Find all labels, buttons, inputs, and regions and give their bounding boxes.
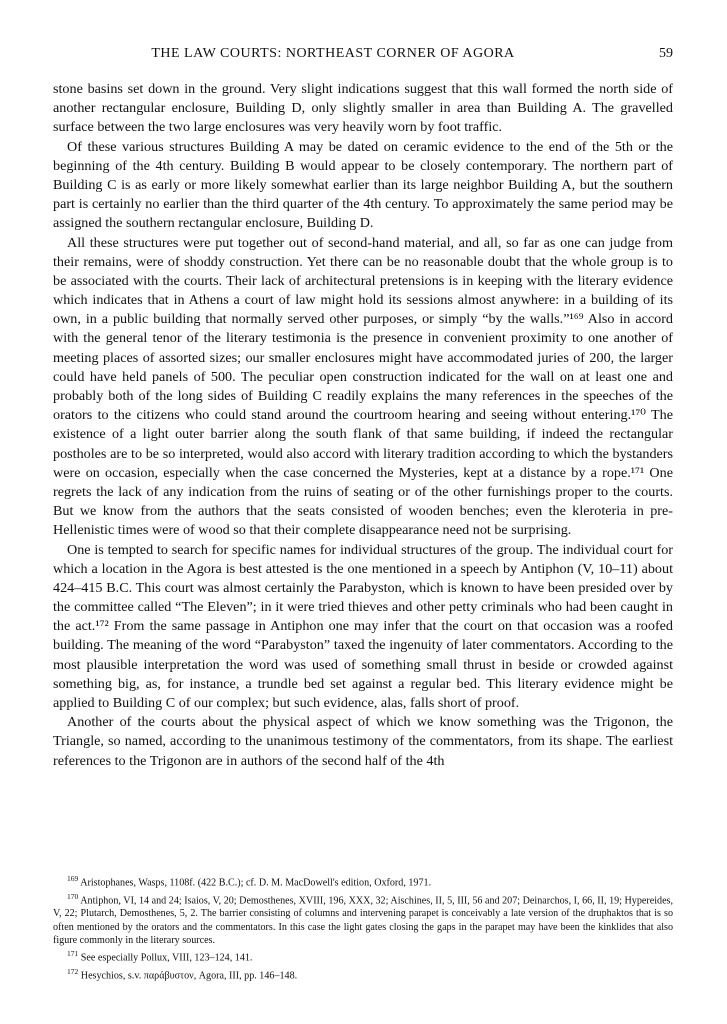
paragraph: stone basins set down in the ground. Very slight indications suggest that this wall formed the north side of another rectangular enclosure, Building D, only slightly smaller in area than Building A. The gravelled surface between the two large enclosures was very heavily worn by foot traffic. xyxy=(53,81,673,136)
footnote-number: 171 xyxy=(67,949,79,959)
footnote xyxy=(53,965,673,983)
footnote-text: Hesychios, s.v. παράβυστον, Agora, III, pp. 146–148. xyxy=(80,970,298,982)
footnote-number: 170 xyxy=(67,891,79,901)
footnote-number: 169 xyxy=(67,874,79,883)
paragraph: Another of the courts about the physical aspect of which we know something was the Trigonon, the Triangle, so named, according to the unanimous testimony of the commentators, from its shape. The earliest references to the Trigonon are in authors of the second half of the 4th xyxy=(53,714,673,769)
paragraph: One is tempted to search for specific names for individual structures of the group. The individual court for which a location in the Agora is best attested is the one mentioned in a speech by Antiphon (V, 10–11) about 424–415 B.C. This court was almost certainly the Parabyston, which is known to have been presided over by the committee called “The Eleven”; in it were tried thieves and other petty criminals who had been caught in the act.¹⁷² From the same passage in Antiphon one may infer that the court on that occasion was a roofed building. The meaning of the word “Parabyston” taxed the ingenuity of later commentators. According to the most plausible interpretation the word was used of something small thrust in beside or crowded against something big, as, for instance, a trundle bed set against a regular bed. This literary evidence might be applied to Building C of our complex; but such evidence, alas, falls short of proof. xyxy=(53,541,673,711)
footnote-number: 172 xyxy=(67,966,79,976)
body-text xyxy=(53,80,673,771)
footnote xyxy=(53,872,673,890)
footnote xyxy=(53,890,673,948)
running-head: THE LAW COURTS: NORTHEAST CORNER OF AGORA xyxy=(151,46,515,61)
footnotes xyxy=(53,872,673,983)
paragraph: All these structures were put together out of second-hand material, and all, so far as one can judge from their remains, were of shoddy construction. Yet there can be no reasonable doubt that the whole group is to be associated with the courts. Their lack of architectural pretensions is in keeping with the literary evidence which indicates that in Athens a court of law might hold its sessions almost anywhere: in a building of its own, in a public building that normally served other purposes, or simply “by the walls.”¹⁶⁹ Also in accord with the general tenor of the literary testimonia is the presence in convenient proximity to one another of meeting places of assorted sizes; our smaller enclosures might have accommodated juries of 200, the larger could have held panels of 500. The peculiar open construction indicated for the wall on at least one and probably both of the long sides of Building C readily explains the many references in the speeches of the orators to the citizens who could stand around the courtroom hearing and seeing without entering.¹⁷⁰ The existence of a light outer barrier along the south flank of that same building, if indeed the rectangular postholes are to be so interpreted, would also accord with literary tradition according to which the bystanders were on occasion, especially when the case concerned the Mysteries, kept at a distance by a rope.¹⁷¹ One regrets the lack of any indication from the ruins of seating or of the other furnishings proper to the courts. But we know from the authors that the seats consisted of wooden benches; even the kleroteria in pre-Hellenistic times were of wood so that their complete disappearance need not be surprising. xyxy=(53,234,673,539)
footnote xyxy=(53,947,673,965)
page-header xyxy=(53,46,673,68)
footnote-text: See especially Pollux, VIII, 123–124, 141. xyxy=(80,952,253,964)
footnote-text: Aristophanes, Wasps, 1108f. (422 B.C.); cf. D. M. MacDowell's edition, Oxford, 1971. xyxy=(80,877,432,889)
paragraph: Of these various structures Building A may be dated on ceramic evidence to the end of the 5th or the beginning of the 4th century. Building B would appear to be closely contemporary. The northern part of Building C is as early or more likely somewhat earlier than its large neighbor Building A, but the southern part is certainly no earlier than the third quarter of the 4th century. To approximately the same period may be assigned the southern rectangular enclosure, Building D. xyxy=(53,138,673,232)
footnote-text: Antiphon, VI, 14 and 24; Isaios, V, 20; Demosthenes, XVIII, 196, XXX, 32; Aischines, II, 5, III, 56 and 207; Deinarchos, I, 66, II, 19; Hypereides, V, 22; Plutarch, Demosthenes, 5, 2. The barrier consisting of columns and intervening parapet is conceivably a late version of the druphaktos that is so often mentioned by the orators and the commentators. In this case the light gates closing the gaps in the parapet may have been the kinklides that also figure commonly in the literary sources. xyxy=(53,895,674,946)
page-number: 59 xyxy=(659,46,673,61)
